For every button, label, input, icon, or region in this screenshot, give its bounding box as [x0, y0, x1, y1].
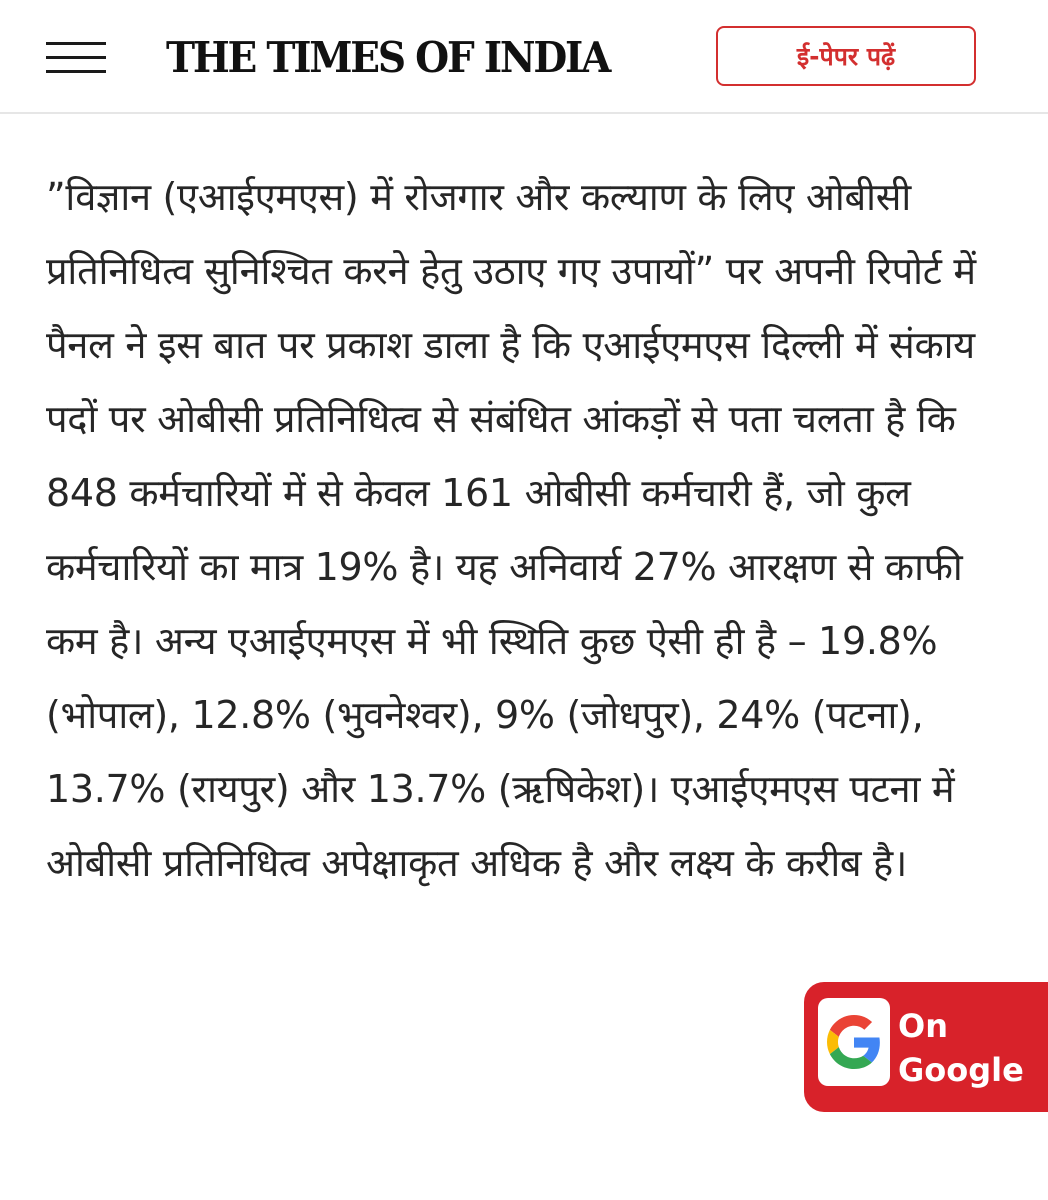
hamburger-menu-icon[interactable] [46, 40, 106, 76]
badge-line-google: Google [898, 1051, 1024, 1089]
top-header [0, 0, 1048, 114]
badge-line-on: On [898, 1007, 948, 1045]
follow-on-google-badge[interactable] [804, 982, 1048, 1112]
article-paragraph: ”विज्ञान (एआईएमएस) में रोजगार और कल्याण के लिए ओबीसी प्रतिनिधित्व सुनिश्चित करने हेतु उठाए गए उपायों” पर अपनी रिपोर्ट में पैनल ने इस बात पर प्रकाश डाला है कि एआईएमएस दिल्ली में संकाय पदों पर ओबीसी प्रतिनिधित्व से संबंधित आंकड़ों से पता चलता है कि 848 कर्मचारियों में से केवल 161 ओबीसी कर्मचारी हैं, जो कुल कर्मचारियों का मात्र 19% है। यह अनिवार्य 27% आरक्षण से काफी कम है। अन्य एआईएमएस में भी स्थिति कुछ ऐसी ही है – 19.8% (भोपाल), 12.8% (भुवनेश्वर), 9% (जोधपुर), 24% (पटना), 13.7% (रायपुर) और 13.7% (ऋषिकेश)। एआईएमएस पटना में ओबीसी प्रतिनिधित्व अपेक्षाकृत अधिक है और लक्ष्य के करीब है। [46, 175, 976, 885]
site-logo[interactable]: THE TIMES OF INDIA [166, 33, 610, 82]
epaper-button[interactable]: ई-पेपर पढ़ें [716, 26, 976, 86]
badge-text [898, 1004, 1024, 1092]
google-g-icon [827, 1015, 881, 1069]
google-g-tile [818, 998, 890, 1086]
